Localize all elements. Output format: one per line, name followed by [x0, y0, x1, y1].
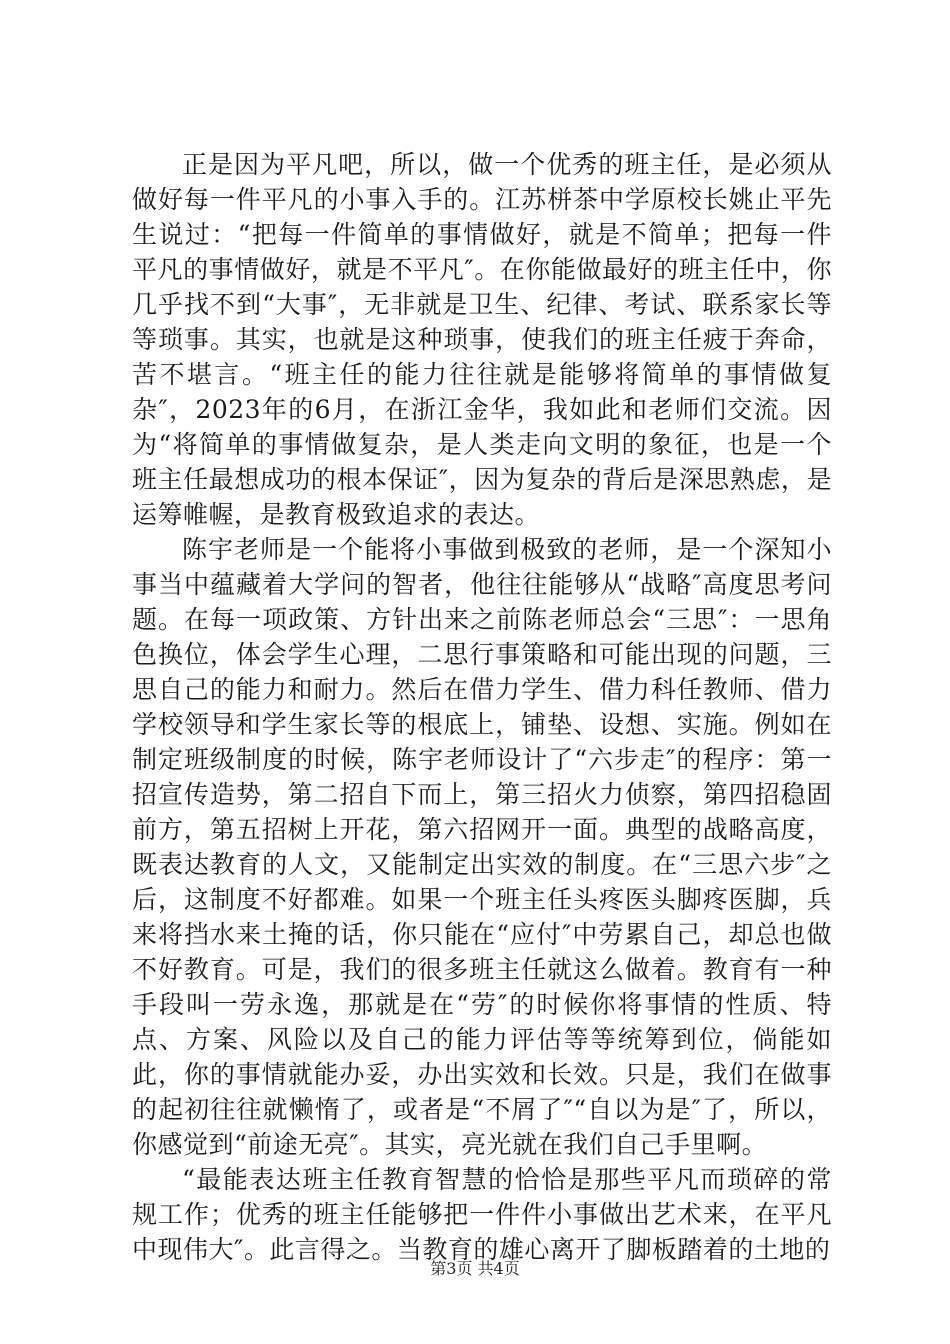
- paragraph-2: 陈宇老师是一个能将小事做到极致的老师，是一个深知小事当中蕴藏着大学问的智者，他往往能够从“战略″高度思考问题。在每一项政策、方针出来之前陈老师总会“三思″：一思角色换位，体会学生心理，二思行事策略和可能出现的问题，三思自己的能力和耐力。然后在借力学生、借力科任教师、借力学校领导和学生家长等的根底上，铺垫、设想、实施。例如在制定班级制度的时候，陈宇老师设计了“六步走″的程序：第一招宣传造势，第二招自下而上，第三招火力侦察，第四招稳固前方，第五招树上开花，第六招网开一面。典型的战略高度，既表达教育的人文，又能制定出实效的制度。在“三思六步″之后，这制度不好都难。如果一个班主任头疼医头脚疼医脚，兵来将挡水来土掩的话，你只能在“应付″中劳累自己，却总也做不好教育。可是，我们的很多班主任就这么做着。教育有一种手段叫一劳永逸，那就是在“劳″的时候你将事情的性质、特点、方案、风险以及自己的能力评估等等统筹到位，倘能如此，你的事情就能办妥，办出实效和长效。只是，我们在做事的起初往往就懒惰了，或者是“不屑了″“自以为是″了，所以，你感觉到“前途无亮″。其实，亮光就在我们自己手里啊。: [132, 535, 832, 1159]
- paragraph-3: “最能表达班主任教育智慧的恰恰是那些平凡而琐碎的常规工作；优秀的班主任能够把一件件小事做出艺术来，在平凡中现伟大″。此言得之。当教育的雄心离开了脚板踏着的土地的: [132, 1165, 832, 1264]
- paragraph-1: 正是因为平凡吧，所以，做一个优秀的班主任，是必须从做好每一件平凡的小事入手的。江苏栟茶中学原校长姚止平先生说过：“把每一件简单的事情做好，就是不简单；把每一件平凡的事情做好，就是不平凡″。在你能做最好的班主任中，你几乎找不到“大事″，无非就是卫生、纪律、考试、联系家长等等琐事。其实，也就是这种琐事，使我们的班主任疲于奔命，苦不堪言。“班主任的能力往往就是能够将简单的事情做复杂″，2023年的6月，在浙江金华，我如此和老师们交流。因为“将简单的事情做复杂，是人类走向文明的象征，也是一个班主任最想成功的根本保证″，因为复杂的背后是深思熟虑，是运筹帷幄，是教育极致追求的表达。: [132, 150, 832, 529]
- page-footer: 第3页 共4页: [430, 1259, 520, 1278]
- document-body: [132, 147, 832, 1267]
